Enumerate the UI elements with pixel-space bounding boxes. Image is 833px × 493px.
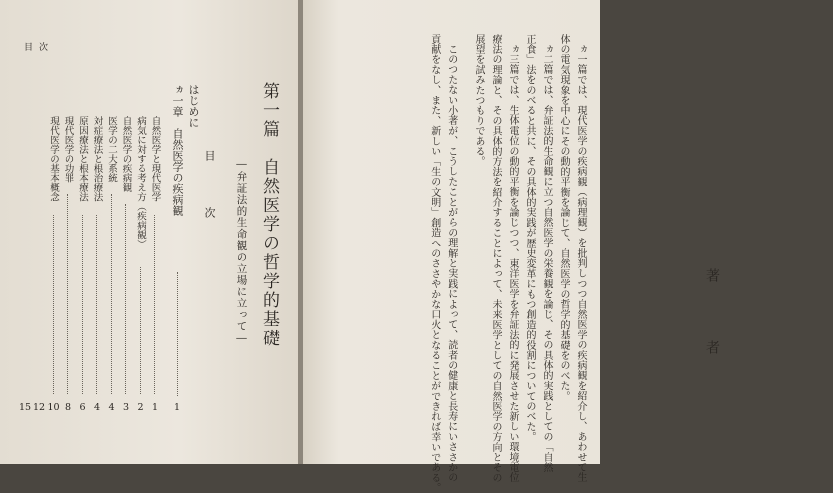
toc-leader bbox=[53, 215, 54, 395]
toc-item: 自然医学の疾病観 bbox=[120, 116, 132, 192]
toc-item: 原因療法と根本療法 bbox=[77, 116, 88, 202]
toc-item: 現代医学の功罪 bbox=[62, 116, 74, 183]
toc-item: 自然医学と現代医学 bbox=[149, 116, 161, 202]
preface-line: 療法の理論と、その具体的方法を紹介することによって、未来医学としての自然医学の方向とその bbox=[490, 34, 501, 483]
toc-leader bbox=[67, 194, 68, 395]
right-page bbox=[303, 0, 720, 493]
preface-line: 展望を試みたつもりである。 bbox=[473, 34, 484, 167]
preface-line: ヵ一篇では、現代医学の疾病観（病理観）を批判しつつ自然医学の疾病観を紹介し、あわせて生 bbox=[575, 44, 586, 483]
toc-heading: 目 次 bbox=[203, 150, 216, 226]
toc-page-number: 3 bbox=[122, 402, 130, 413]
left-page bbox=[0, 0, 300, 464]
toc-leader bbox=[82, 215, 83, 395]
toc-page-number: 4 bbox=[108, 402, 115, 413]
preface-line: このつたない小著が、こうしたことがらの理解と実践によって、読者の健康と長寿にいささかの bbox=[445, 44, 457, 483]
toc-page-number: 1 bbox=[173, 402, 181, 413]
preface-line: ヵ二篇では、弁証法的生命観に立つ自然医学の栄養観を論じ、その具体的実践としての「自然 bbox=[541, 44, 552, 473]
toc-page-number: 4 bbox=[93, 402, 101, 413]
running-head: 目次 bbox=[24, 43, 55, 53]
toc-leader bbox=[177, 272, 178, 396]
preface-line: 貢献をなし、また、新しい「生の文明」創造へのささやかな口火となることができれば幸いである。 bbox=[428, 34, 440, 493]
toc-page-number: 10 bbox=[47, 402, 60, 413]
toc-item: 病気に対する考え方（疾病観） bbox=[135, 116, 146, 249]
preface-line: ヵ三篇では、生体電位の動的平衡を論じつつ、東洋医学を弁証法的に発展させた新しい環境電位 bbox=[507, 44, 518, 483]
toc-item: 医学の二大系統 bbox=[106, 116, 117, 183]
preface-line: 正食」法をのべると共に、その具体的実践が歴史変革にもつ創造的役割についてのべた。 bbox=[524, 34, 535, 442]
toc-page-number: 8 bbox=[64, 402, 72, 413]
toc-leader bbox=[125, 204, 126, 394]
toc-leader bbox=[96, 215, 97, 395]
toc-leader bbox=[111, 194, 112, 395]
toc-leader bbox=[140, 267, 141, 394]
toc-item: 対症療法と根治療法 bbox=[91, 116, 103, 202]
preface-line: 体の電気現象を中心にその動的平衡を論じて、自然医学の哲学的基礎をのべた。 bbox=[558, 34, 569, 402]
toc-page-number: 2 bbox=[137, 402, 144, 413]
toc-page-number: 12 bbox=[32, 402, 46, 413]
toc-page-number: 1 bbox=[151, 402, 159, 413]
part-subtitle: ―弁証法的生命観の立場に立って― bbox=[235, 158, 248, 345]
toc-chapter-1: ヵ一章 自然医学の疾病観 bbox=[171, 84, 184, 216]
toc-leader bbox=[154, 215, 155, 395]
toc-page-number: 15 bbox=[18, 402, 32, 413]
part-title: 第一篇 自然医学の哲学的基礎 bbox=[259, 82, 279, 348]
toc-item: 現代医学の基本概念 bbox=[48, 116, 59, 202]
author-signature: 著 者 bbox=[704, 268, 720, 376]
toc-page-number: 6 bbox=[79, 402, 86, 413]
toc-intro: はじめに bbox=[187, 84, 200, 128]
